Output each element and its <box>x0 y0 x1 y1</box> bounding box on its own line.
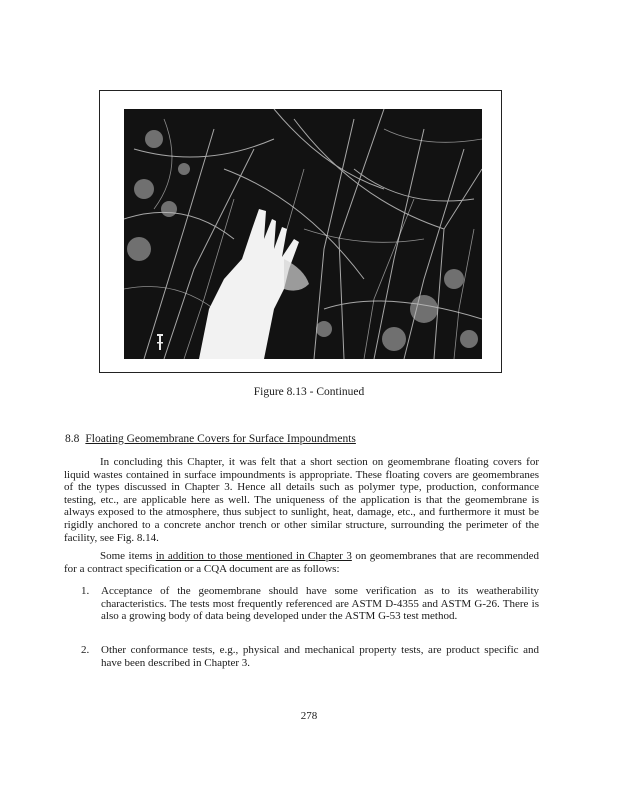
photo-hand-in-vegetation <box>124 109 482 359</box>
page-number: 278 <box>300 710 318 722</box>
section-number: 8.8 <box>65 433 80 445</box>
list-item-text: Other conformance tests, e.g., physical and mechanical property tests, are product specific and have been described in Chapter 3. <box>101 644 539 669</box>
figure-caption: Figure 8.13 - Continued <box>253 386 365 398</box>
list-item-number: 2. <box>81 644 90 656</box>
paragraph-spec-items-start: Some items <box>100 550 156 562</box>
paragraph-spec-items-underlined: in addition to those mentioned in Chapter 3 <box>155 550 352 562</box>
list-item <box>81 644 539 669</box>
list-item-number: 1. <box>81 585 90 597</box>
list-item-text: Acceptance of the geomembrane should have some verification as to its weatherability characteristics. The tests most frequently referenced are ASTM D-4355 and ASTM G-26. There is also a growing body of data being developed under the ASTM G-53 test method. <box>101 585 539 623</box>
section-title: Floating Geomembrane Covers for Surface Impoundments <box>85 433 356 445</box>
paragraph-floating-covers: In concluding this Chapter, it was felt that a short section on geomembrane floating covers for liquid wastes contained in surface impoundments is appropriate. These floating covers are geomembranes of the types discussed in Chapter 3. Hence all details such as polymer type, production, conformance testing, etc., are applicable here as well. The uniqueness of the application is that the geomembrane is always exposed to the atmosphere, thus subject to sunlight, heat, damage, etc., and furthermore it must be rigidly anchored to a concrete anchor trench or other similar structure, surrounding the perimeter of the facility, see Fig. 8.14. <box>64 456 539 544</box>
figure-photo <box>124 109 482 359</box>
paragraph-spec-items <box>64 550 539 575</box>
figure-frame <box>99 90 502 373</box>
paragraph-spec-items-end: on geomembranes that are recommended for a contract specification or a CQA document are as follows: <box>64 550 540 575</box>
section-heading <box>65 433 356 445</box>
list-item <box>81 585 539 623</box>
